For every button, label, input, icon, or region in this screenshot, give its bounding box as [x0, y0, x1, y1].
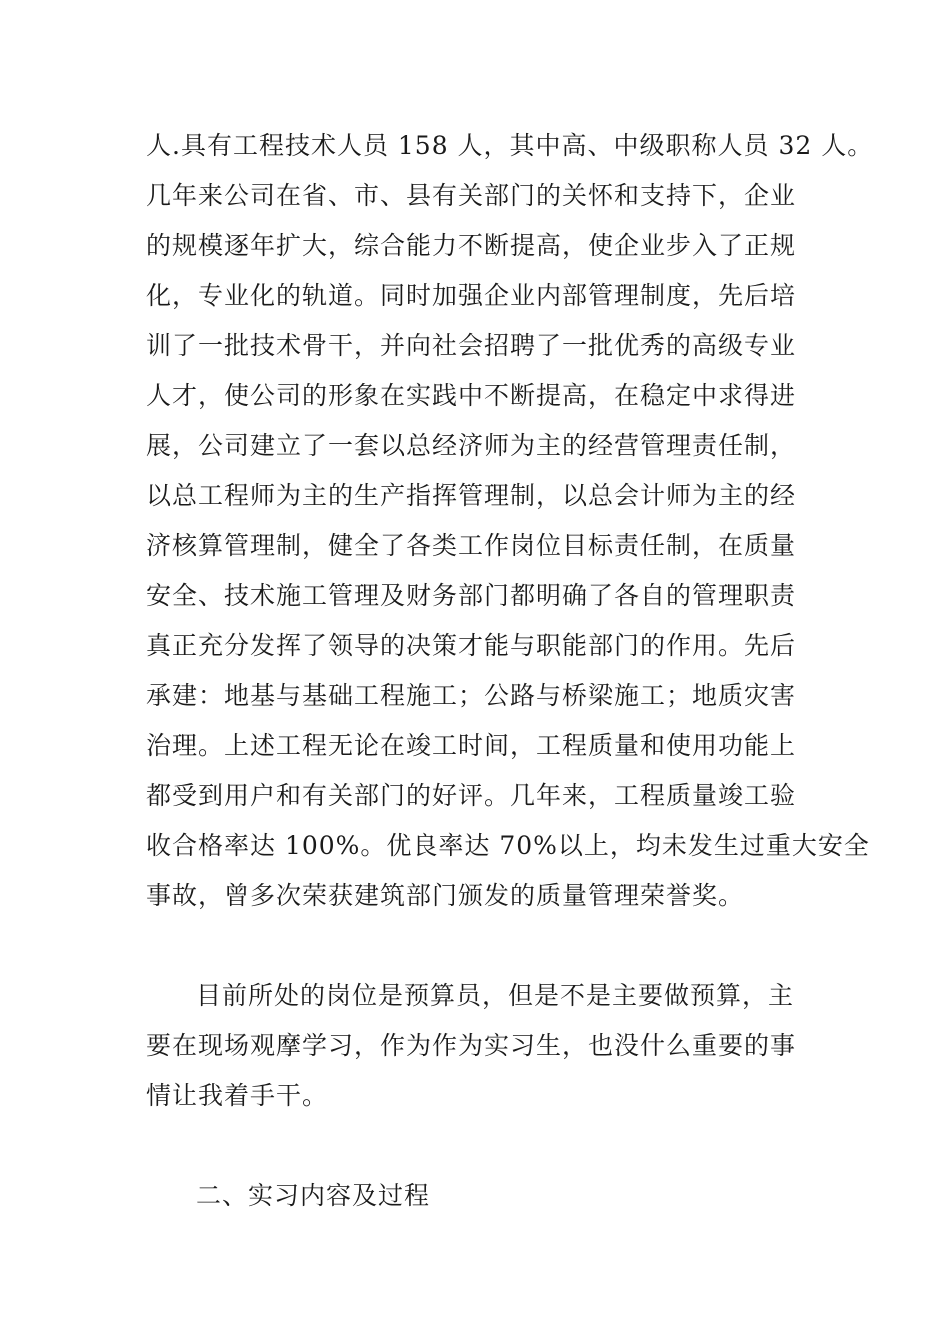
paragraph-1-line-13: 治理。上述工程无论在竣工时间，工程质量和使用功能上	[146, 731, 797, 760]
paragraph-1-line-15: 收合格率达 100%。优良率达 70%以上，均未发生过重大安全	[146, 831, 870, 860]
paragraph-2-line-2: 要在现场观摩学习，作为作为实习生，也没什么重要的事	[146, 1031, 797, 1060]
paragraph-1-line-1: 人.具有工程技术人员 158 人，其中高、中级职称人员 32 人。	[146, 131, 874, 160]
paragraph-1-line-10: 安全、技术施工管理及财务部门都明确了各自的管理职责	[146, 581, 797, 610]
paragraph-1-line-5: 训了一批技术骨干，并向社会招聘了一批优秀的高级专业	[146, 331, 797, 360]
section-heading: 二、实习内容及过程	[196, 1181, 431, 1210]
paragraph-1-line-3: 的规模逐年扩大，综合能力不断提高，使企业步入了正规	[146, 231, 797, 260]
paragraph-1-line-12: 承建：地基与基础工程施工；公路与桥梁施工；地质灾害	[146, 681, 797, 710]
paragraph-1-line-14: 都受到用户和有关部门的好评。几年来，工程质量竣工验	[146, 781, 797, 810]
paragraph-1-line-7: 展，公司建立了一套以总经济师为主的经营管理责任制，	[146, 431, 797, 460]
paragraph-1-line-11: 真正充分发挥了领导的决策才能与职能部门的作用。先后	[146, 631, 797, 660]
paragraph-2-line-3: 情让我着手干。	[146, 1081, 329, 1110]
paragraph-1-line-2: 几年来公司在省、市、县有关部门的关怀和支持下，企业	[146, 181, 797, 210]
paragraph-1-line-16: 事故，曾多次荣获建筑部门颁发的质量管理荣誉奖。	[146, 881, 745, 910]
paragraph-1-line-9: 济核算管理制，健全了各类工作岗位目标责任制，在质量	[146, 531, 797, 560]
paragraph-2-line-1: 目前所处的岗位是预算员，但是不是主要做预算，主	[196, 981, 795, 1010]
paragraph-1-line-8: 以总工程师为主的生产指挥管理制，以总会计师为主的经	[146, 481, 797, 510]
paragraph-1-line-4: 化，专业化的轨道。同时加强企业内部管理制度，先后培	[146, 281, 797, 310]
paragraph-1-line-6: 人才，使公司的形象在实践中不断提高，在稳定中求得进	[146, 381, 797, 410]
